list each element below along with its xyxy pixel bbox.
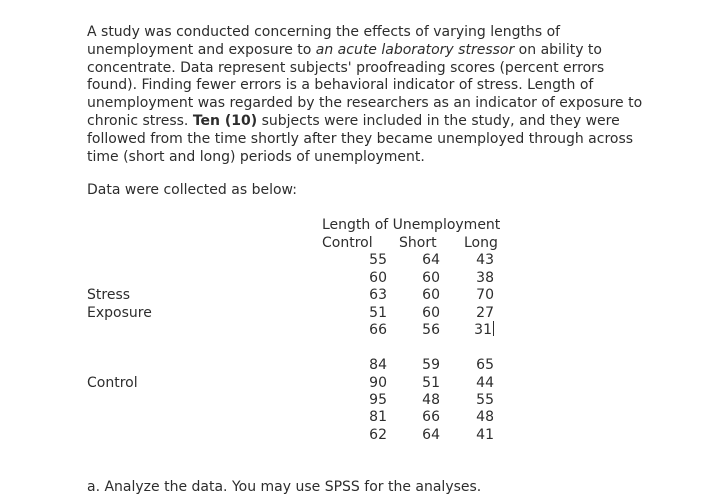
row-label-control: Control [87,375,138,391]
table-cell: 51 [422,375,440,391]
description-bold-count: Ten (10) [192,112,258,129]
table-cell: 84 [369,357,387,373]
table-cell: 55 [476,392,494,408]
description-text-1: A study was conducted concerning the effects of varying lengths of unemployment and exposure to [87,24,561,58]
table-cell: 43 [476,252,494,268]
table-cell: 70 [476,287,494,303]
column-header-short: Short [399,235,437,251]
table-cell: 59 [422,357,440,373]
table-cell: 44 [476,375,494,391]
table-cell: 95 [369,392,387,408]
table-cell: 38 [476,270,494,286]
table-cell: 60 [369,270,387,286]
table-cell: 62 [369,427,387,443]
description-text-2: on ability to concentrate. Data represent subjects' proofreading scores (percent errors found). Finding fewer errors is a behavioral indicator of stress. Length of unemployment was regarded by the researchers as an indicator of exposure to chronic stress. [87,41,643,129]
table-cell: 65 [476,357,494,373]
description-text-3: subjects were included in the study, and they were followed from the time shortly after they became unemployed through across time (short and long) periods of unemployment. [87,112,634,165]
table-cell: 64 [422,427,440,443]
problem-description [87,24,647,166]
table-cell: 48 [476,409,494,425]
table-cell: 64 [422,252,440,268]
data-intro: Data were collected as below: [87,182,297,198]
table-cell: 41 [476,427,494,443]
row-label-exposure: Exposure [87,305,152,321]
description-emphasis: an acute laboratory stressor [315,41,515,58]
table-cell: 56 [422,322,440,338]
table-cell: 51 [369,305,387,321]
table-cell: 31 [474,322,492,338]
table-cell: 63 [369,287,387,303]
table-cell: 60 [422,305,440,321]
table-cell: 60 [422,270,440,286]
table-cell: 81 [369,409,387,425]
table-cell: 66 [369,322,387,338]
table-cell: 55 [369,252,387,268]
question-a: a. Analyze the data. You may use SPSS for the analyses. [87,479,482,495]
table-title: Length of Unemployment [322,217,501,233]
text-cursor [493,321,494,336]
table-cell: 48 [422,392,440,408]
table-cell-with-cursor [464,321,494,339]
table-cell: 90 [369,375,387,391]
table-cell: 60 [422,287,440,303]
row-label-stress: Stress [87,287,131,303]
column-header-control: Control [322,235,373,251]
table-cell: 27 [476,305,494,321]
column-header-long: Long [464,235,498,251]
table-cell: 66 [422,409,440,425]
